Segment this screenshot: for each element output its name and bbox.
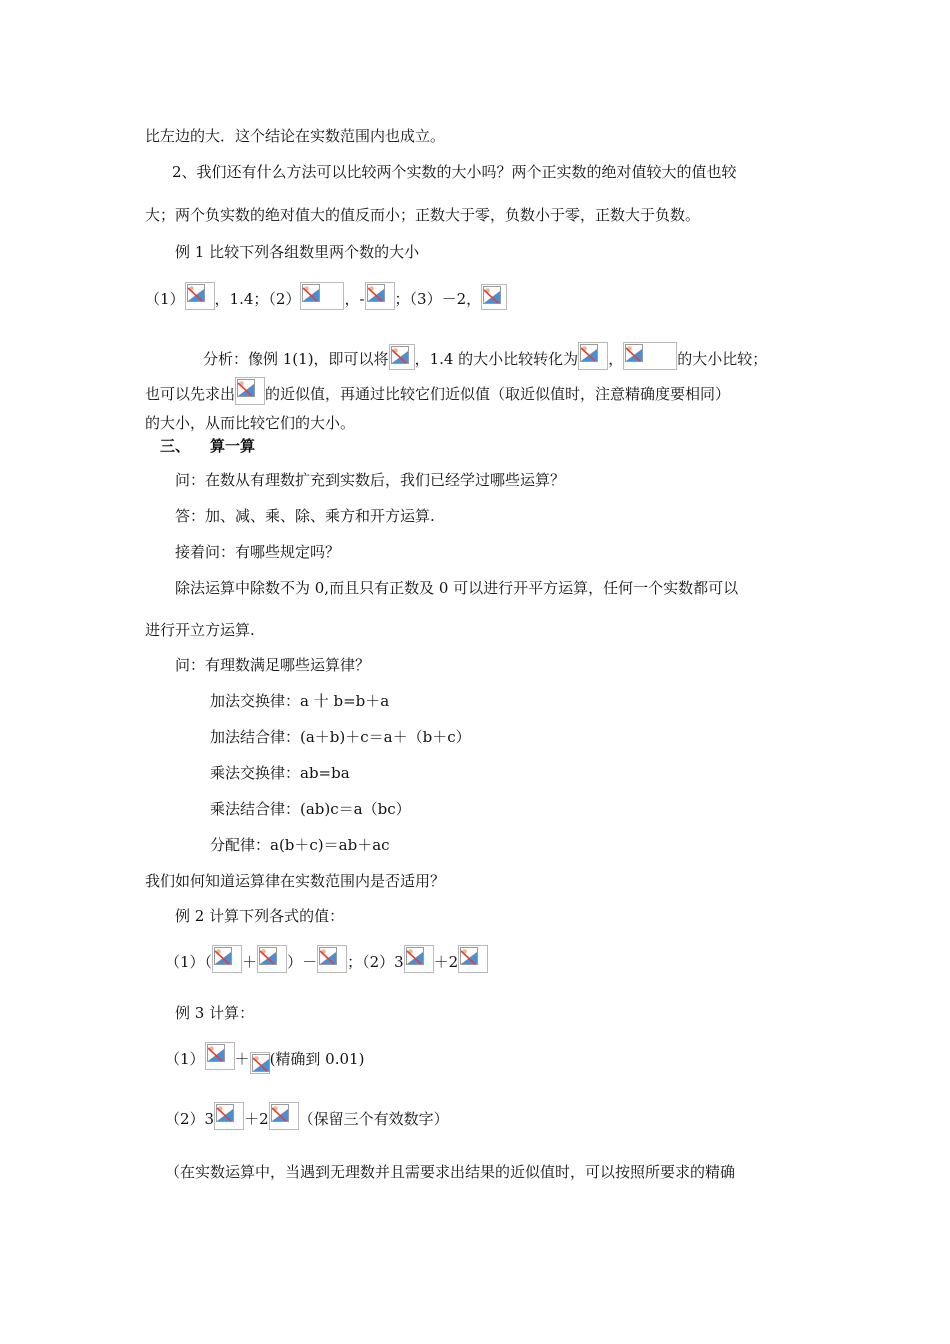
broken-image-icon [367, 284, 385, 302]
text-run: ， [608, 350, 624, 368]
paragraph-line: 大；两个负实数的绝对值大的值反而小；正数大于零，负数小于零，正数大于负数。 [145, 206, 701, 224]
broken-image-icon [625, 344, 643, 362]
broken-image-icon [483, 286, 501, 304]
text-run: ；（2）3 [347, 953, 404, 971]
question-line: 问：有理数满足哪些运算律？ [175, 656, 371, 674]
section-number: 三、 [160, 437, 191, 455]
law-line: 乘法交换律：ab=ba [210, 764, 350, 782]
math-line [145, 282, 507, 310]
broken-image-icon [252, 1054, 270, 1072]
broken-image-icon [580, 344, 598, 362]
math-line [203, 342, 767, 370]
broken-image-icon [259, 947, 277, 965]
broken-image-icon [406, 947, 424, 965]
example-heading: 例 1 比较下列各组数里两个数的大小 [175, 243, 420, 261]
text-run: ＋2 [433, 953, 459, 971]
broken-image-icon [216, 1104, 234, 1122]
broken-image-icon [319, 947, 337, 965]
math-line [165, 945, 488, 973]
broken-image-icon [302, 284, 320, 302]
text-run: （1） [165, 1050, 205, 1068]
text-run: （1）（ [165, 953, 213, 971]
broken-image-icon [187, 284, 205, 302]
formula-image-icon [389, 344, 415, 370]
example-heading: 例 2 计算下列各式的值： [175, 907, 345, 925]
section-heading [160, 436, 255, 456]
text-run: ＋2 [244, 1110, 269, 1128]
formula-image-icon [257, 945, 287, 973]
paragraph-line: （在实数运算中，当遇到无理数并且需要求出结果的近似值时，可以按照所要求的精确 [165, 1163, 736, 1181]
broken-image-icon [391, 346, 409, 364]
paragraph-line: 进行开立方运算. [145, 621, 255, 639]
formula-image-icon [481, 284, 507, 310]
math-line [145, 377, 730, 405]
text-run: ，1.4 的大小比较转化为 [414, 350, 579, 368]
text-run: ＋ [242, 953, 258, 971]
text-run: ， [344, 290, 360, 308]
question-line: 接着问：有哪些规定吗？ [175, 543, 341, 561]
formula-image-icon [623, 342, 677, 370]
text-run: 也可以先求出 [145, 385, 236, 403]
formula-image-icon [365, 282, 395, 310]
paragraph-line: 2、我们还有什么方法可以比较两个实数的大小吗？两个正实数的绝对值较大的值也较 [172, 163, 737, 181]
paragraph-line: 除法运算中除数不为 0,而且只有正数及 0 可以进行开平方运算，任何一个实数都可以 [175, 579, 739, 597]
formula-image-icon [212, 945, 242, 973]
text-run: 的大小比较； [677, 350, 768, 368]
broken-image-icon [460, 947, 478, 965]
question-line: 问：在数从有理数扩充到实数后，我们已经学过哪些运算？ [175, 471, 566, 489]
text-run: (精确到 0.01) [269, 1050, 365, 1068]
math-line [165, 1102, 449, 1130]
law-line: 加法结合律：(a＋b)＋c＝a＋（b＋c） [210, 728, 471, 746]
formula-image-icon [250, 1052, 270, 1074]
broken-image-icon [237, 379, 255, 397]
formula-image-icon [235, 377, 265, 405]
text-run: ，1.4；（2） [214, 290, 301, 308]
formula-image-icon [214, 1102, 244, 1130]
formula-image-icon [458, 945, 488, 973]
text-run: ＋ [234, 1050, 250, 1068]
text-run: 的近似值，再通过比较它们近似值（取近似值时，注意精确度要相同） [265, 385, 731, 403]
text-run: ）－ [287, 953, 318, 971]
formula-image-icon [205, 1042, 235, 1070]
formula-image-icon [185, 282, 215, 310]
formula-image-icon [269, 1102, 299, 1130]
paragraph-line: 的大小，从而比较它们的大小。 [145, 414, 356, 432]
math-line [165, 1042, 364, 1074]
text-run: 分析：像例 1(1)，即可以将 [203, 350, 389, 368]
question-line: 我们如何知道运算律在实数范围内是否适用？ [145, 872, 446, 890]
text-run: （2）3 [165, 1110, 215, 1128]
law-line: 乘法结合律：(ab)c＝a（bc） [210, 800, 411, 818]
formula-image-icon [300, 282, 344, 310]
law-line: 加法交换律：a 十 b=b＋a [210, 692, 390, 710]
formula-image-icon [578, 342, 608, 370]
paragraph-line: 比左边的大．这个结论在实数范围内也成立。 [145, 127, 446, 145]
text-run: ；（3）－2， [394, 290, 482, 308]
law-line: 分配律：a(b＋c)＝ab＋ac [210, 836, 390, 854]
formula-image-icon [317, 945, 347, 973]
text-run: （1） [145, 290, 185, 308]
minus-sign: - [359, 290, 365, 308]
example-heading: 例 3 计算： [175, 1004, 255, 1022]
section-title: 算一算 [210, 437, 256, 455]
answer-line: 答：加、减、乘、除、乘方和开方运算. [175, 507, 435, 525]
broken-image-icon [207, 1044, 225, 1062]
text-run: （保留三个有效数字） [298, 1110, 449, 1128]
broken-image-icon [214, 947, 232, 965]
broken-image-icon [271, 1104, 289, 1122]
formula-image-icon [404, 945, 434, 973]
